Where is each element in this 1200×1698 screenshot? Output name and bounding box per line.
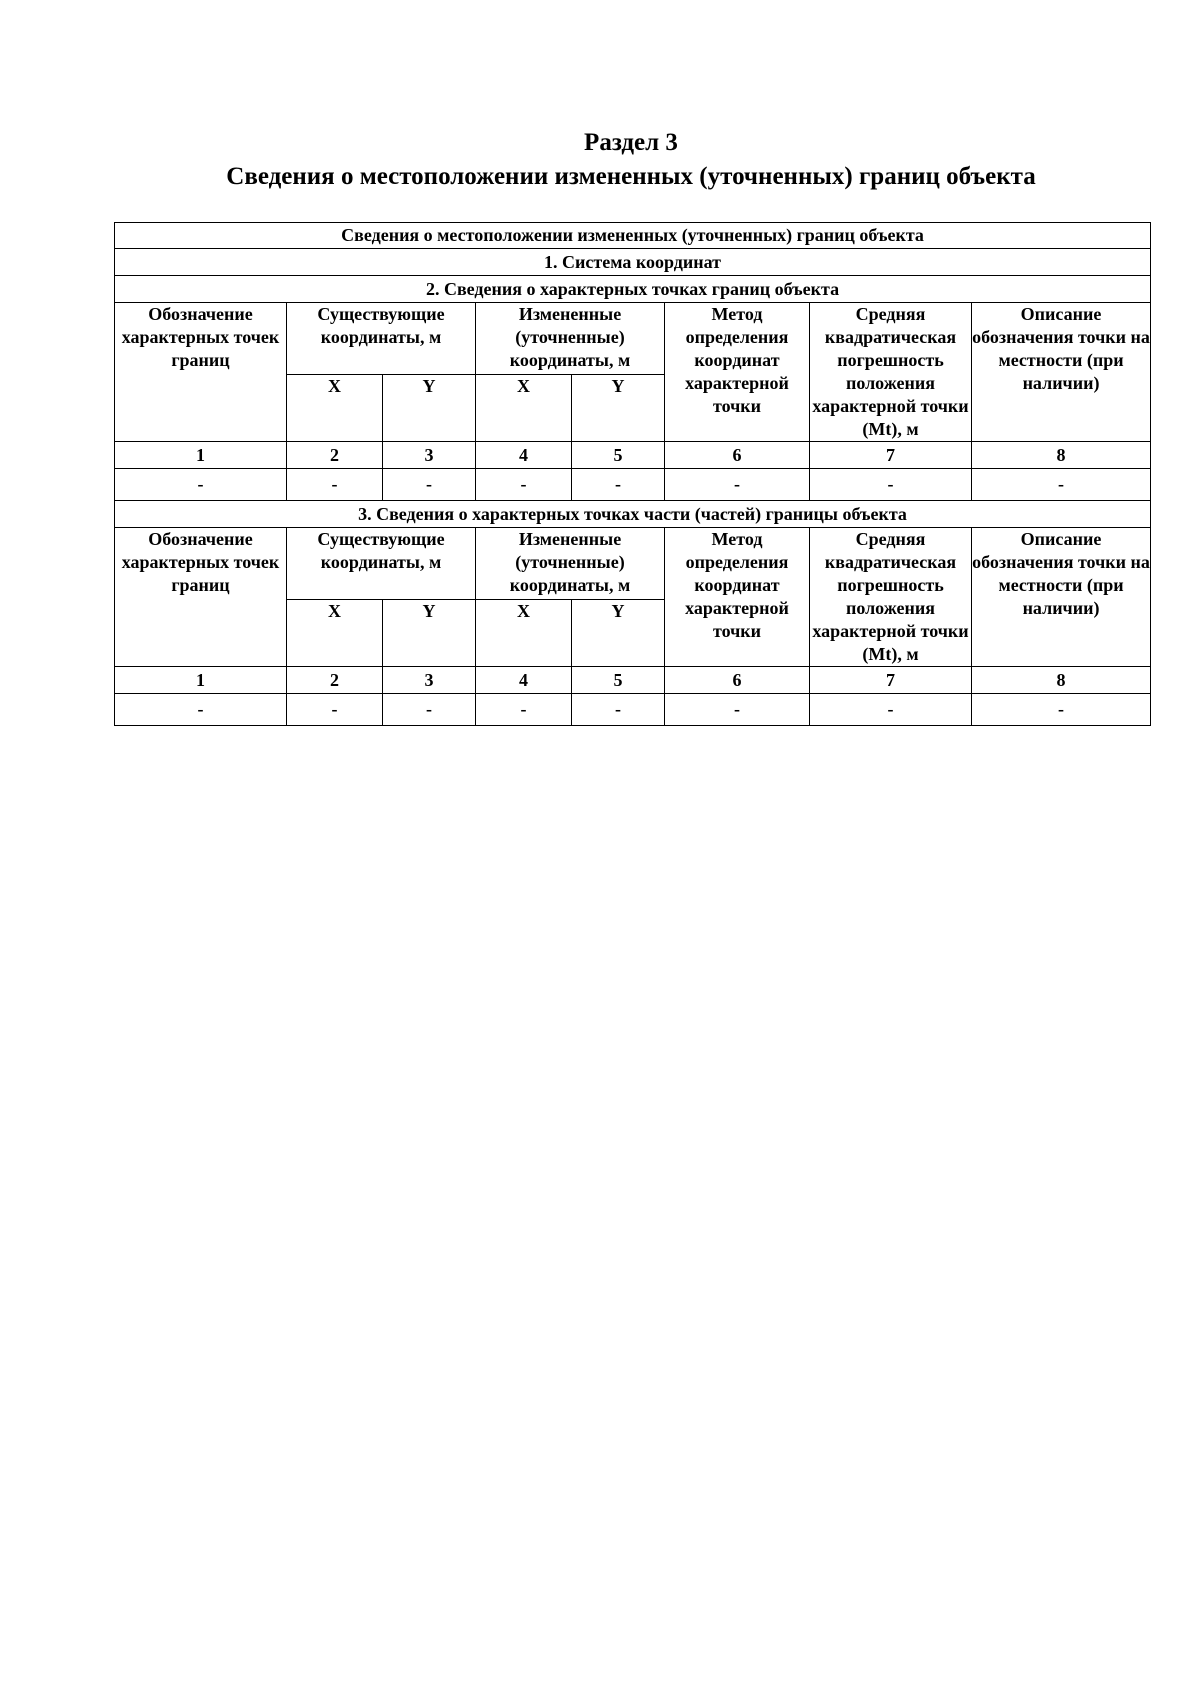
column-number: 2	[287, 442, 383, 469]
header-error: Средняя квадратическая погрешность положения характерной точки (Mt), м	[810, 528, 972, 667]
section-number: Раздел 3	[584, 129, 678, 156]
column-number: 5	[572, 442, 665, 469]
axis-x-changed: X	[476, 599, 572, 667]
header-description: Описание обозначения точки на местности (при наличии)	[972, 303, 1151, 442]
coord-system-label: 1. Система координат	[115, 249, 1151, 276]
data-cell: -	[476, 469, 572, 501]
section3-column-numbers	[115, 667, 1151, 694]
header-changed-coords: Измененные (уточненные) координаты, м	[476, 303, 665, 375]
column-number: 7	[810, 667, 972, 694]
header-description: Описание обозначения точки на местности (при наличии)	[972, 528, 1151, 667]
axis-y-existing: Y	[383, 374, 476, 442]
column-number: 5	[572, 667, 665, 694]
section3-title-row	[115, 501, 1151, 528]
data-cell: -	[972, 694, 1151, 726]
section2-title: 2. Сведения о характерных точках границ объекта	[115, 276, 1151, 303]
coord-system-row	[115, 249, 1151, 276]
page-heading	[0, 126, 1200, 194]
header-error: Средняя квадратическая погрешность положения характерной точки (Mt), м	[810, 303, 972, 442]
section2-header-row	[115, 303, 1151, 375]
column-number: 3	[383, 442, 476, 469]
column-number: 2	[287, 667, 383, 694]
data-cell: -	[972, 469, 1151, 501]
column-number: 4	[476, 442, 572, 469]
column-number: 8	[972, 667, 1151, 694]
header-designation: Обозначение характерных точек границ	[115, 528, 287, 667]
axis-y-changed: Y	[572, 599, 665, 667]
data-cell: -	[810, 694, 972, 726]
data-cell: -	[665, 694, 810, 726]
column-number: 4	[476, 667, 572, 694]
axis-y-changed: Y	[572, 374, 665, 442]
data-cell: -	[476, 694, 572, 726]
section3-header-row	[115, 528, 1151, 600]
data-cell: -	[115, 694, 287, 726]
axis-x-changed: X	[476, 374, 572, 442]
column-number: 1	[115, 667, 287, 694]
boundary-points-table	[114, 222, 1151, 726]
table-title: Сведения о местоположении измененных (уточненных) границ объекта	[115, 223, 1151, 249]
table-title-row	[115, 223, 1151, 249]
axis-x-existing: X	[287, 374, 383, 442]
section2-title-row	[115, 276, 1151, 303]
axis-y-existing: Y	[383, 599, 476, 667]
header-existing-coords: Существующие координаты, м	[287, 303, 476, 375]
axis-x-existing: X	[287, 599, 383, 667]
column-number: 1	[115, 442, 287, 469]
data-cell: -	[810, 469, 972, 501]
header-existing-coords: Существующие координаты, м	[287, 528, 476, 600]
data-cell: -	[383, 694, 476, 726]
header-method: Метод определения координат характерной точки	[665, 303, 810, 442]
column-number: 8	[972, 442, 1151, 469]
section3-title: 3. Сведения о характерных точках части (частей) границы объекта	[115, 501, 1151, 528]
data-cell: -	[115, 469, 287, 501]
section-title: Сведения о местоположении измененных (уточненных) границ объекта	[226, 163, 1036, 190]
column-number: 6	[665, 442, 810, 469]
data-cell: -	[572, 694, 665, 726]
header-method: Метод определения координат характерной точки	[665, 528, 810, 667]
data-cell: -	[287, 694, 383, 726]
section2-data-row	[115, 469, 1151, 501]
data-cell: -	[383, 469, 476, 501]
header-designation: Обозначение характерных точек границ	[115, 303, 287, 442]
data-cell: -	[287, 469, 383, 501]
column-number: 7	[810, 442, 972, 469]
section2-column-numbers	[115, 442, 1151, 469]
column-number: 6	[665, 667, 810, 694]
data-cell: -	[572, 469, 665, 501]
section3-data-row	[115, 694, 1151, 726]
header-changed-coords: Измененные (уточненные) координаты, м	[476, 528, 665, 600]
data-cell: -	[665, 469, 810, 501]
column-number: 3	[383, 667, 476, 694]
